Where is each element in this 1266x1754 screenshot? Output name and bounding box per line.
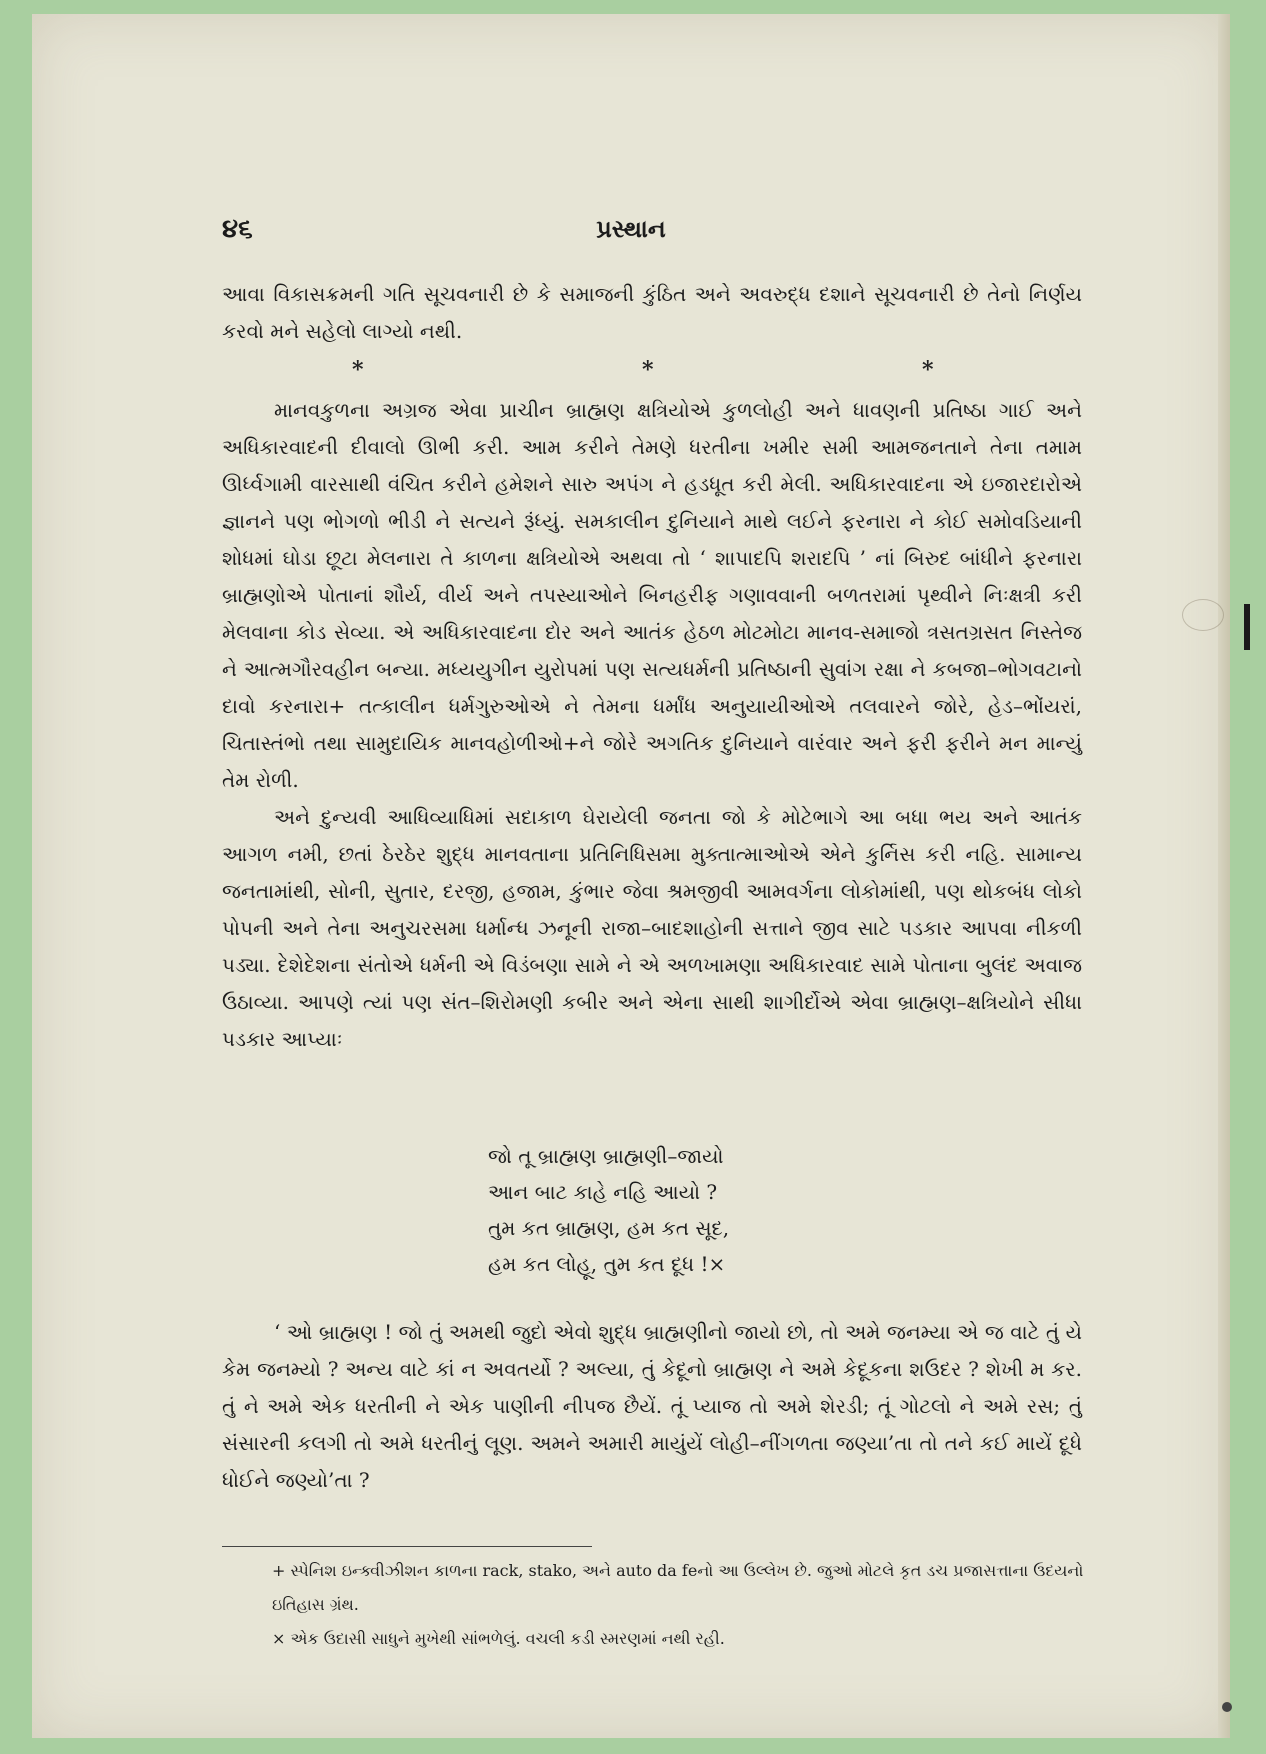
ink-dot [1222,1702,1232,1712]
page-header [32,214,1230,254]
paper-stain [1182,599,1224,631]
verse-line: જો તૂ બ્રાહ્મણ બ્રાહ્મણી–જાયો [488,1144,724,1168]
section-separator [222,357,1082,387]
page-number: ૪૬ [222,214,253,244]
intro-paragraph [222,276,1082,350]
paragraph: ‘ ઓ બ્રાહ્મણ ! જો તું અમથી જુદો એવો શુદ્ધ બ્રાહ્મણીનો જાયો છો, તો અમે જનમ્યા એ જ વાટે તું યે કેમ જનમ્યો ? અન્ય વાટે કાં ન અવતર્યો ? અલ્યા, તું કેદૂનો બ્રાહ્મણ ને અમે કેદૂકના શઉદર ? શેખી મ કર. તું ને અમે એક ધરતીની ને એક પાણીની નીપજ છૈયેં. તૂં પ્યાજ તો અમે શેરડી; તૂં ગોટલો ને અમે રસ; તું સંસારની કલગી તો અમે ધરતીનું લૂણ. અમને અમારી માયુંયેં લોહી–નીંગળતા જણ્યા’તા તો તને કઈ માયેં દૂધે ધોઈને જણ્યો’તા ? [222,1320,1082,1492]
footnote-divider [222,1546,592,1547]
footnote: + સ્પેનિશ ઇન્ક્વીઝીશન કાળના rack, stako, અને auto da feનો આ ઉલ્લેખ છે. જુઓ મોટલે કૃત ડચ પ્રજાસત્તાના ઉદયનો ઇતિહાસ ગ્રંથ. [272,1561,1084,1614]
margin-mark [1244,604,1250,650]
paragraph: માનવકુળના અગ્રજ એવા પ્રાચીન બ્રાહ્મણ ક્ષત્રિયોએ કુળલોહી અને ધાવણની પ્રતિષ્ઠા ગાઈ અને અધિકારવાદની દીવાલો ઊભી કરી. આમ કરીને તેમણે ધરતીના ખમીર સમી આમજનતાને તેના તમામ ઊર્ધ્વગામી વારસાથી વંચિત કરીને હમેશને સારુ અપંગ ને હડધૂત કરી મેલી. અધિકારવાદના એ ઇજારદારોએ જ્ઞાનને પણ ભોગળો ભીડી ને સત્યને રૂંધ્યું. સમકાલીન દુનિયાને માથે લઈને ફરનારા ને કોઈ સમોવડિયાની શોધમાં ઘોડા છૂટા મેલનારા તે કાળના ક્ષત્રિયોએ અથવા તો ‘ શાપાદપિ શરાદપિ ’ નાં બિરુદ બાંધીને ફરનારા બ્રાહ્મણોએ પોતાનાં શૌર્ય, વીર્ય અને તપસ્યાઓને બિનહરીફ ગણાવવાની બળતરામાં પૃથ્વીને નિઃક્ષત્રી કરી મેલવાના કોડ સેવ્યા. એ અધિકારવાદના દોર અને આતંક હેઠળ મોટમોટા માનવ-સમાજો ત્રસતગ્રસત નિસ્તેજ ને આત્મગૌરવહીન બન્યા. મધ્યયુગીન યુરોપમાં પણ સત્યધર્મની પ્રતિષ્ઠાની સુવાંગ રક્ષા ને કબજા–ભોગવટાનો દાવો કરનારા+ તત્કાલીન ધર્મગુરુઓએ ને તેમના ધર્માંધ અનુયાયીઓએ તલવારને જોરે, હેડ–ભોંયરાં, ચિતાસ્તંભો તથા સામુદાયિક માનવહોળીઓ+ને જોરે અગતિક દુનિયાને વારંવાર અને ફરી ફરીને મન માન્યું તેમ રોળી. [222,398,1082,792]
footnotes [222,1554,1102,1656]
running-title: પ્રસ્થાન [596,214,666,243]
verse-line: તુમ કત બ્રાહ્મણ, હમ કત સૂદ, [488,1216,730,1240]
intro-text: આવા વિકાસક્રમની ગતિ સૂચવનારી છે કે સમાજની કુંઠિત અને અવરુદ્ધ દશાને સૂચવનારી છે તેનો નિર્ણય કરવો મને સહેલો લાગ્યો નથી. [222,282,1082,343]
kabir-verse [488,1138,908,1282]
separator-star: * [922,357,934,383]
main-body [222,392,1082,1058]
paragraph: અને દુન્યવી આધિવ્યાધિમાં સદાકાળ ઘેરાયેલી જનતા જો કે મોટેભાગે આ બધા ભય અને આતંક આગળ નમી, છતાં ઠેરઠેર શુદ્ધ માનવતાના પ્રતિનિધિસમા મુક્તાત્માઓએ એને કુર્નિસ કરી નહિ. સામાન્ય જનતામાંથી, સોની, સુતાર, દરજી, હજામ, કુંભાર જેવા શ્રમજીવી આમવર્ગના લોકોમાંથી, પણ થોકબંધ લોકો પોપની અને તેના અનુચરસમા ધર્માન્ધ ઝનૂની રાજા–બાદશાહોની સત્તાને જીવ સાટે પડકાર આપવા નીકળી પડ્યા. દેશેદેશના સંતોએ ધર્મની એ વિડંબણા સામે ને એ અળખામણા અધિકારવાદ સામે પોતાના બુલંદ અવાજ ઉઠાવ્યા. આપણે ત્યાં પણ સંત–શિરોમણી કબીર અને એના સાથી શાગીર્દોએ એવા બ્રાહ્મણ–ક્ષત્રિયોને સીધા પડકાર આપ્યાઃ [222,805,1082,1051]
footnote: × એક ઉદાસી સાધુને મુખેથી સાંભળેલું. વચલી કડી સ્મરણમાં નથી રહી. [272,1629,725,1648]
book-page [32,14,1230,1738]
translation-paragraph [222,1314,1082,1499]
separator-star: * [642,357,654,383]
verse-line: આન બાટ કાહે નહિ આયો ? [488,1180,718,1204]
verse-line: હમ કત લોહૂ, તુમ કત દૂધ !× [488,1252,726,1276]
page-spine-edge [1218,14,1230,1738]
separator-star: * [352,357,364,383]
